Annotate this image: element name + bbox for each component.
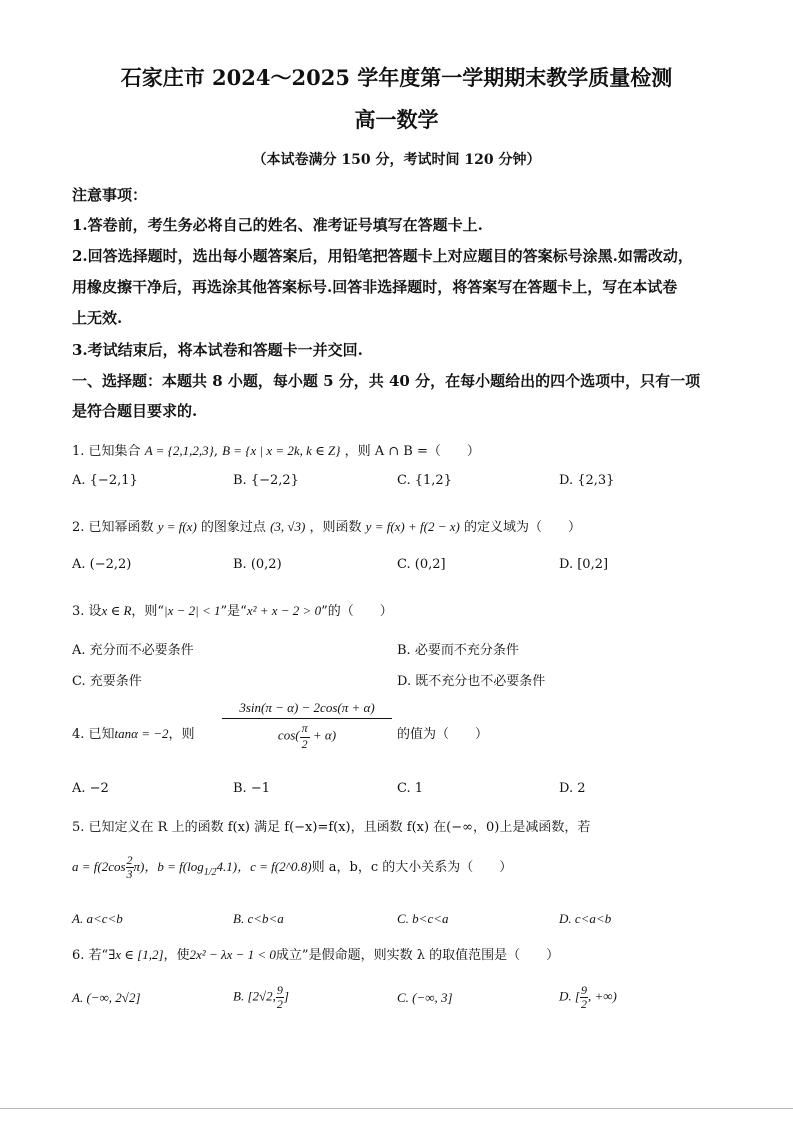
q2-option-c: C. (0,2]: [397, 557, 446, 572]
q6-option-b-den: 2: [276, 997, 283, 1012]
q5-option-c: C. b<c<a: [397, 911, 449, 926]
q6-option-b-num: 9: [276, 983, 283, 997]
q5-c-expr: ，c = f(2^0.8): [237, 859, 312, 875]
q6-option-b: [233, 984, 289, 1011]
section-heading-line-1: 一、选择题：本题共 8 小题，每小题 5 分，共 40 分，在每小题给出的四个选项中，只有一项: [72, 372, 701, 390]
notice-item-2-line-3: 上无效.: [72, 309, 123, 327]
q2-text-3: ，则函数: [309, 520, 362, 535]
q2-function-2: y = f(x) + f(2 − x): [365, 519, 460, 534]
q5-a-num: 2: [126, 853, 133, 867]
question-5-line-2: [72, 854, 512, 881]
q6-option-d-den: 2: [580, 997, 587, 1012]
q2-text-1: 2. 已知幂函数: [72, 520, 154, 535]
q4-denominator-pi: π: [300, 722, 310, 738]
q4-denominator-tail: + α: [312, 727, 332, 743]
q1-option-d: D. {2,3}: [559, 473, 615, 488]
exam-info: （本试卷满分 150 分，考试时间 120 分钟）: [252, 152, 541, 168]
q3-option-d: D. 既不充分也不必要条件: [397, 674, 546, 689]
q6-option-d-pre: D. [: [559, 988, 580, 1004]
q6-option-b-post: ]: [283, 988, 289, 1004]
question-5-line-1: 5. 已知定义在 R 上的函数 f(x) 满足 f(−x)=f(x)，且函数 f(x) 在(−∞，0)上是减函数，若: [72, 820, 591, 835]
q4-option-a: A. −2: [72, 781, 109, 796]
q6-inequality: 2x² − λx − 1 < 0: [189, 947, 276, 962]
q3-text-3: ”是“: [220, 604, 247, 619]
q2-option-a: A. (−2,2): [72, 557, 132, 572]
q5-b-base: 1/2: [203, 866, 217, 878]
notice-item-2-line-2: 用橡皮擦干净后，再选涂其他答案标号.回答非选择题时，将答案写在答题卡上，写在本试卷: [72, 278, 678, 296]
q3-text-2: ，则“: [131, 604, 165, 619]
q4-denominator-fn: cos: [277, 727, 296, 743]
question-4-prefix: [72, 723, 195, 742]
notice-item-1: 1.答卷前，考生务必将自己的姓名、准考证号填写在答题卡上.: [72, 216, 483, 234]
q6-text-3: 成立”是假命题，则实数 λ 的取值范围是（ ）: [275, 948, 560, 963]
q3-option-b: B. 必要而不充分条件: [397, 643, 519, 658]
q3-option-a: A. 充分而不必要条件: [72, 643, 194, 658]
q5-option-b: B. c<b<a: [233, 911, 284, 926]
notice-item-2-line-1: 2.回答选择题时，选出每小题答案后，用铅笔把答题卡上对应题目的答案标号涂黑.如需改动，: [72, 247, 693, 265]
q5-a-tail: π): [133, 859, 145, 875]
q5-option-a: A. a<c<b: [72, 911, 123, 926]
q3-condition: x ∈ R: [101, 603, 132, 618]
q1-suffix: ，则 A ∩ B =（ ）: [344, 444, 480, 459]
q1-option-b: B. {−2,2}: [233, 473, 299, 488]
q6-exists: ∃x ∈ [1,2]: [108, 947, 164, 962]
notice-heading: 注意事项：: [72, 186, 148, 204]
question-6: [72, 944, 559, 963]
q2-option-b: B. (0,2): [233, 557, 282, 572]
q2-point: (3, √3): [270, 519, 306, 534]
q5-option-d: D. c<a<b: [559, 911, 612, 926]
q4-fraction: [222, 700, 392, 751]
q3-option-c: C. 充要条件: [72, 674, 142, 689]
q6-option-d-num: 9: [580, 983, 587, 997]
q5-a-den: 3: [126, 867, 133, 882]
q2-text-4: 的定义域为（ ）: [463, 520, 581, 535]
q5-a-expr: a = f(2cos: [72, 859, 126, 875]
q4-text-1: 4. 已知: [72, 727, 115, 742]
q2-text-2: 的图象过点: [200, 520, 266, 535]
q2-option-d: D. [0,2]: [559, 557, 609, 572]
q3-condition-p: |x − 2| < 1: [164, 603, 221, 618]
q4-numerator: 3sin(π − α) − 2cos(π + α): [222, 700, 392, 719]
q2-function: y = f(x): [157, 519, 197, 534]
q4-option-c: C. 1: [397, 781, 424, 796]
q4-option-d: D. 2: [559, 781, 586, 796]
q3-condition-q: x² + x − 2 > 0: [246, 603, 322, 618]
q5-b-expr: ，b = f(log: [144, 859, 204, 875]
q5-line2-tail: 则 a，b，c 的大小关系为（ ）: [311, 860, 513, 876]
q6-option-a: A. (−∞, 2√2]: [72, 990, 141, 1005]
q3-text-4: ”的（ ）: [321, 604, 393, 619]
q1-option-c: C. {1,2}: [397, 473, 452, 488]
q4-denominator-two: 2: [301, 737, 308, 752]
q4-suffix: 的值为（ ）: [397, 727, 489, 742]
subject-title: 高一数学: [354, 107, 439, 132]
q6-option-b-pre: B. [2√2,: [233, 988, 276, 1004]
q1-option-a: A. {−2,1}: [72, 473, 138, 488]
q6-text-1: 6. 若“: [72, 948, 109, 963]
q4-denominator: cos( $\frac{\pi}{2}$ + α): [277, 721, 337, 752]
q5-b-tail: 4.1): [216, 859, 238, 875]
q6-text-2: ，使: [163, 948, 190, 963]
q4-text-2: ，则: [168, 727, 195, 742]
section-heading-line-2: 是符合题目要求的.: [72, 402, 198, 420]
q4-option-b: B. −1: [233, 781, 270, 796]
exam-title: 石家庄市 2024～2025 学年度第一学期期末教学质量检测: [120, 65, 673, 90]
q1-set-a: A = {2,1,2,3}: [144, 443, 214, 458]
question-2: [72, 516, 581, 535]
question-1: 1. 已知集合 A = {2,1,2,3}, B = {x | x = 2k, k ∈ Z} ，则 A ∩ B =（ ）: [72, 443, 480, 459]
q4-condition: tanα = −2: [114, 726, 169, 741]
q3-text-1: 3. 设: [72, 604, 102, 619]
q6-option-d: [559, 984, 617, 1011]
page-bottom-rule: [0, 1108, 793, 1109]
question-3: [72, 600, 393, 619]
q1-set-b: B = {x | x = 2k, k ∈ Z}: [222, 443, 341, 458]
q1-prefix: 1. 已知集合: [72, 444, 141, 459]
notice-item-3: 3.考试结束后，将本试卷和答题卡一并交回.: [72, 341, 363, 359]
q6-option-c: C. (−∞, 3]: [397, 990, 453, 1005]
q6-option-d-post: , +∞): [587, 988, 617, 1004]
